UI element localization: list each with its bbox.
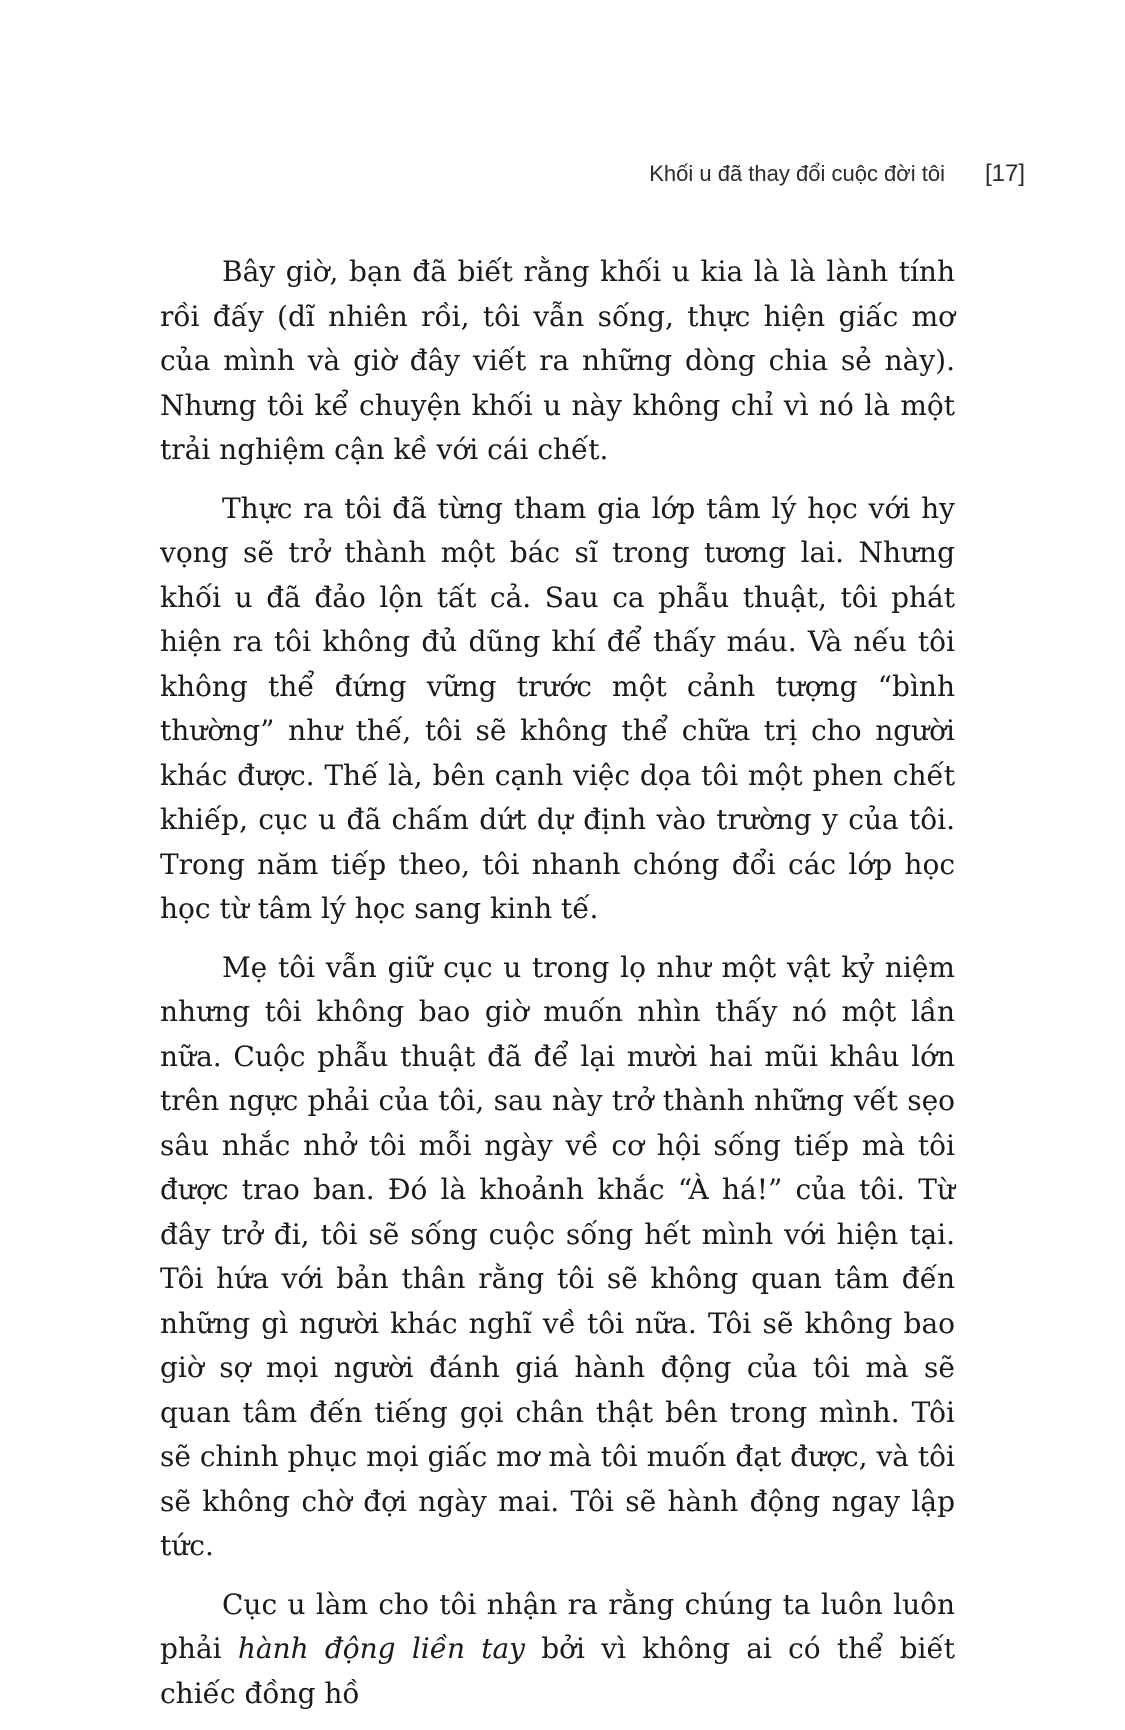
running-title: Khối u đã thay đổi cuộc đời tôi — [649, 161, 945, 186]
paragraph-4-text-after: bởi vì không ai có thể biết chiếc đồng hồ — [160, 1632, 955, 1710]
paragraph-3: Mẹ tôi vẫn giữ cục u trong lọ như một vật kỷ niệm nhưng tôi không bao giờ muốn nhìn thấy nó một lần nữa. Cuộc phẫu thuật đã để lại mười hai mũi khâu lớn trên ngực phải của tôi, sau này trở thành những vết sẹo sâu nhắc nhở tôi mỗi ngày về cơ hội sống tiếp mà tôi được trao ban. Đó là khoảnh khắc “À há!” của tôi. Từ đây trở đi, tôi sẽ sống cuộc sống hết mình với hiện tại. Tôi hứa với bản thân rằng tôi sẽ không quan tâm đến những gì người khác nghĩ về tôi nữa. Tôi sẽ không bao giờ sợ mọi người đánh giá hành động của tôi mà sẽ quan tâm đến tiếng gọi chân thật bên trong mình. Tôi sẽ chinh phục mọi giấc mơ mà tôi muốn đạt được, và tôi sẽ không chờ đợi ngày mai. Tôi sẽ hành động ngay lập tức. — [160, 950, 955, 1562]
paragraph-4-text-before: Cục u làm cho tôi nhận ra rằng chúng ta luôn luôn phải — [160, 1587, 955, 1665]
page-number: [17] — [984, 160, 1025, 187]
paragraph-2: Thực ra tôi đã từng tham gia lớp tâm lý học với hy vọng sẽ trở thành một bác sĩ trong tương lai. Nhưng khối u đã đảo lộn tất cả. Sau ca phẫu thuật, tôi phát hiện ra tôi không đủ dũng khí để thấy máu. Và nếu tôi không thể đứng vững trước một cảnh tượng “bình thường” như thế, tôi sẽ không thể chữa trị cho người khác được. Thế là, bên cạnh việc dọa tôi một phen chết khiếp, cục u đã chấm dứt dự định vào trường y của tôi. Trong năm tiếp theo, tôi nhanh chóng đổi các lớp học học từ tâm lý học sang kinh tế. — [160, 491, 955, 925]
running-header — [649, 160, 1025, 188]
paragraph-4-emphasis: hành động liền tay — [237, 1632, 525, 1665]
paragraph-1: Bây giờ, bạn đã biết rằng khối u kia là là lành tính rồi đấy (dĩ nhiên rồi, tôi vẫn sống, thực hiện giấc mơ của mình và giờ đây viết ra những dòng chia sẻ này). Nhưng tôi kể chuyện khối u này không chỉ vì nó là một trải nghiệm cận kề với cái chết. — [160, 255, 955, 466]
paragraph-4 — [160, 1583, 955, 1717]
body-text — [160, 250, 955, 1730]
